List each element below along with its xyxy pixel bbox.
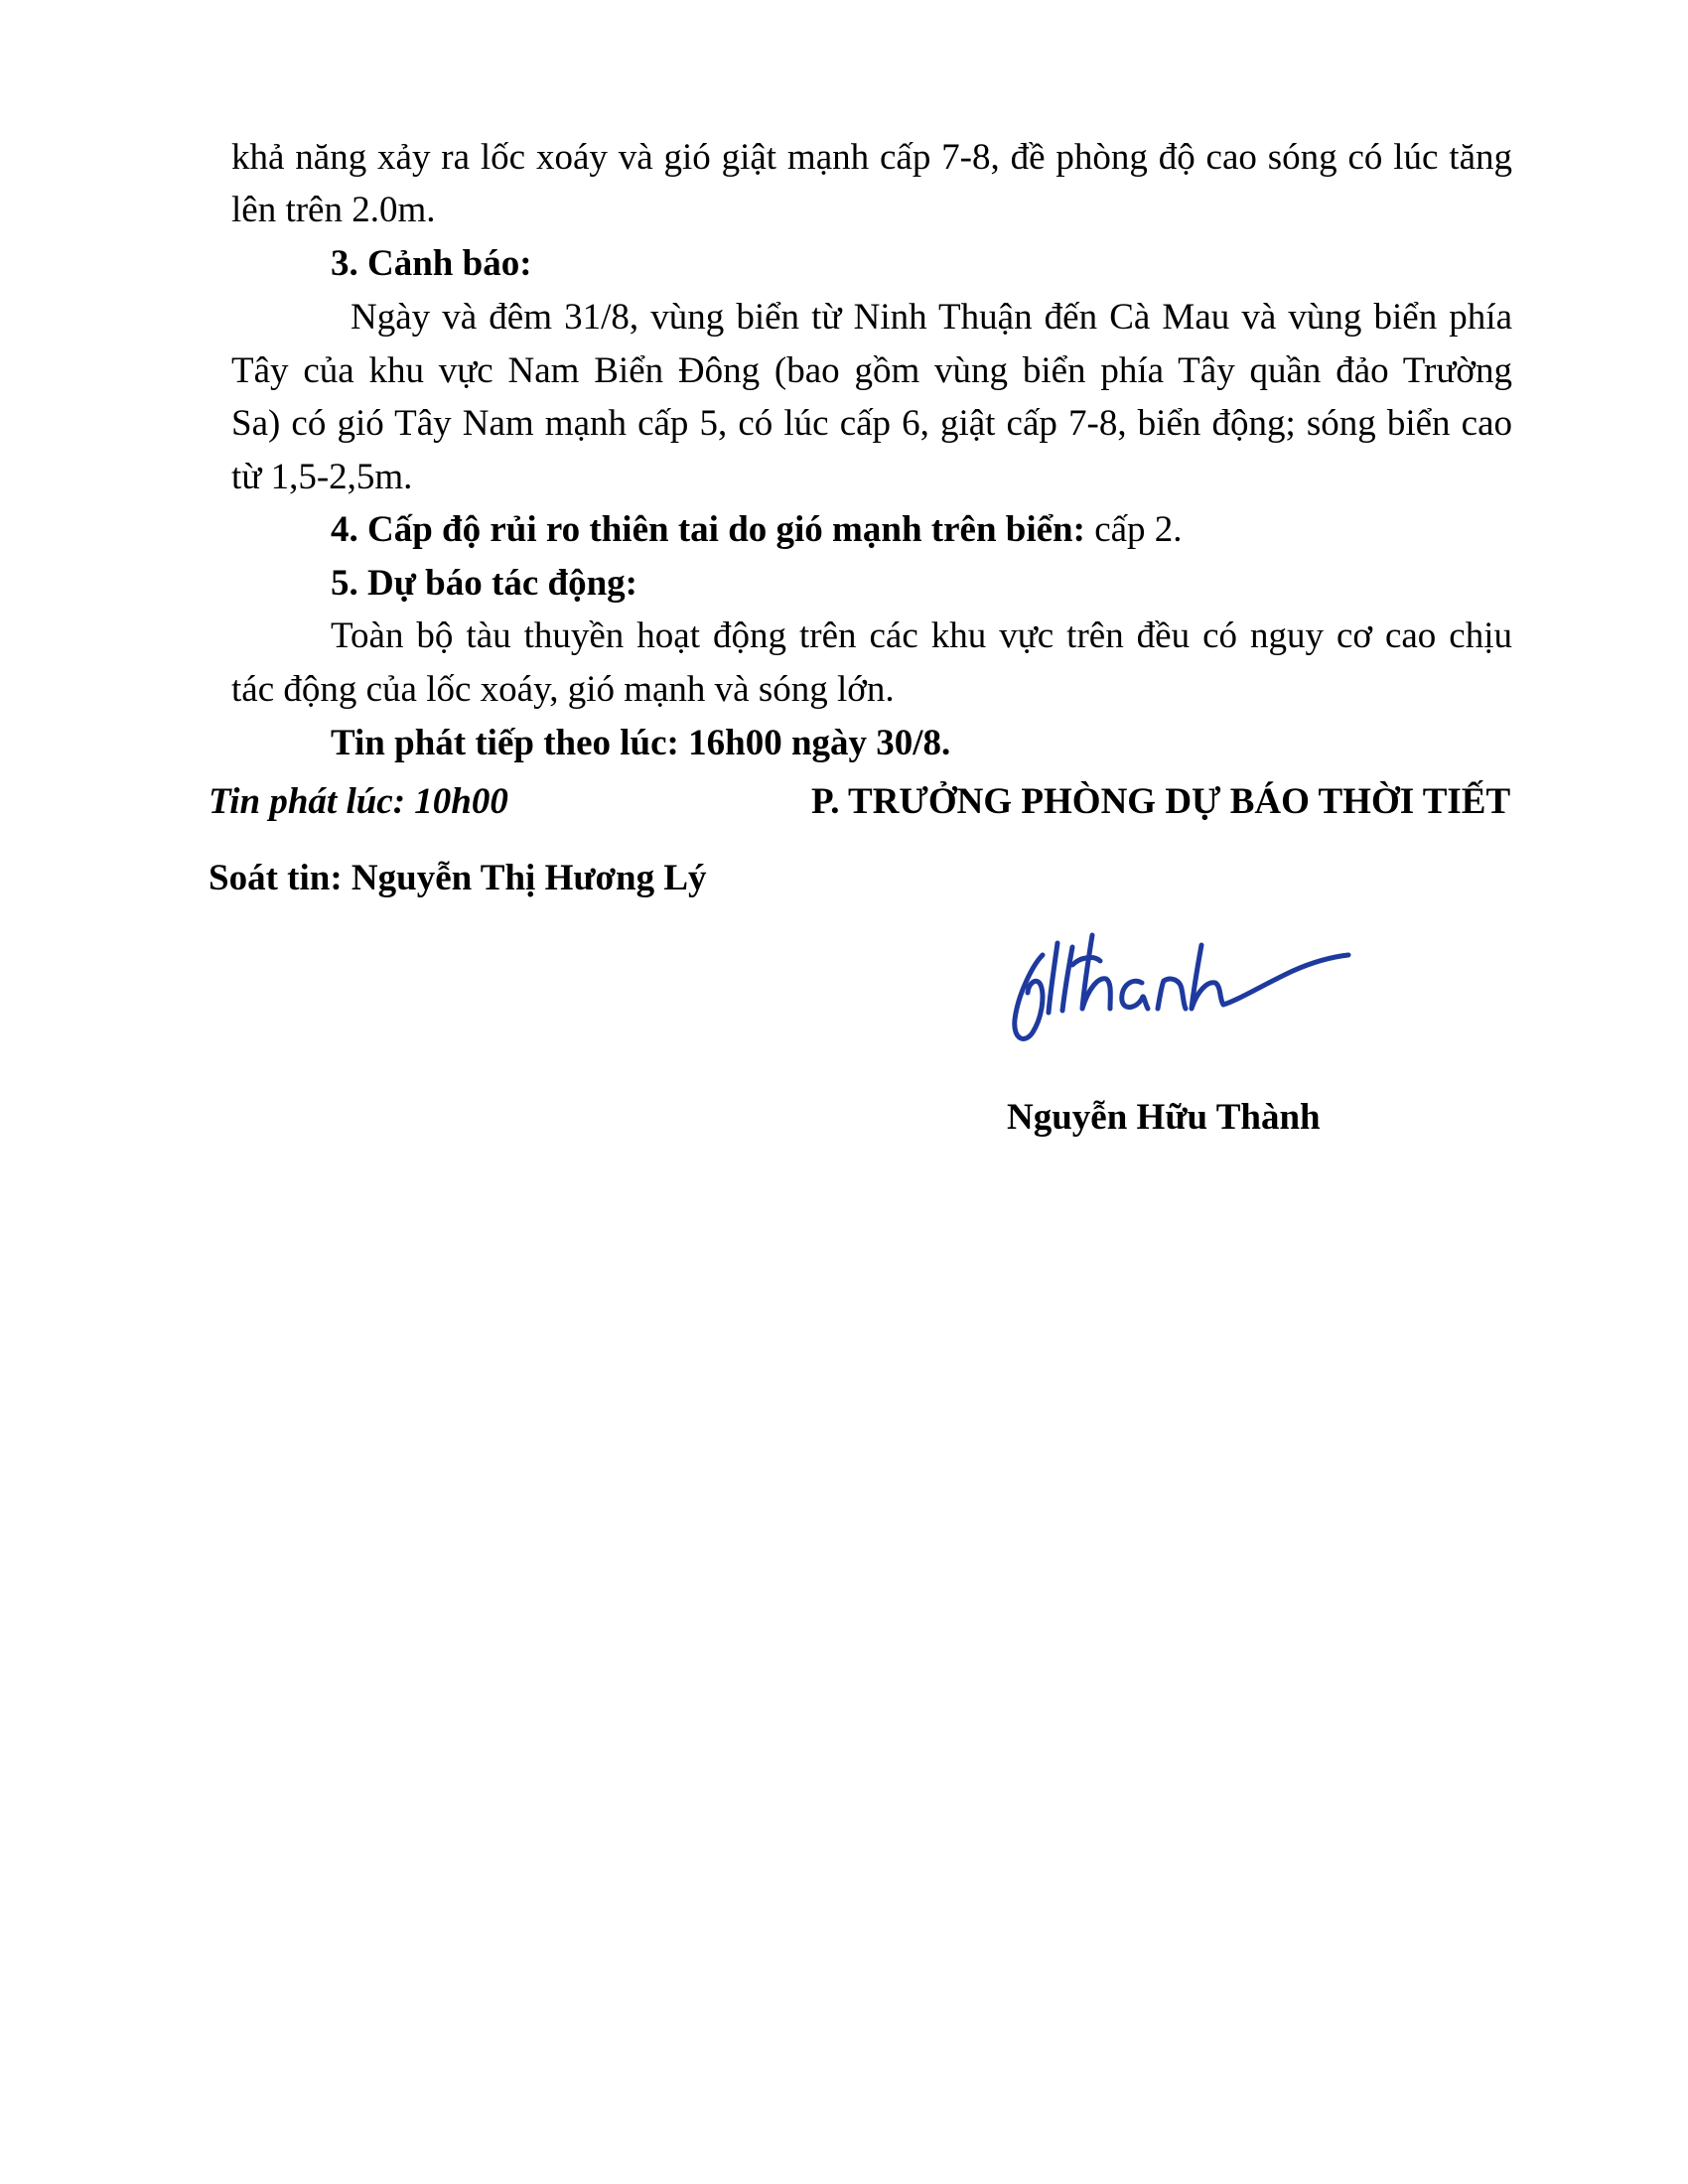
handwritten-signature (1003, 905, 1360, 1054)
next-bulletin-notice: Tin phát tiếp theo lúc: 16h00 ngày 30/8. (331, 723, 951, 763)
section3-line-2: Tây của khu vực Nam Biển Đông (bao gồm vùng biển phía Tây quần đảo Trường (231, 350, 1512, 391)
section3-line-1: Ngày và đêm 31/8, vùng biển từ Ninh Thuận đến Cà Mau và vùng biển phía (351, 297, 1512, 338)
section3-line-3: Sa) có gió Tây Nam mạnh cấp 5, có lúc cấp 6, giật cấp 7-8, biển động; sóng biển cao (231, 403, 1512, 444)
reviewer-line: Soát tin: Nguyễn Thị Hương Lý (209, 858, 707, 898)
section4-value: cấp 2. (1084, 509, 1183, 550)
section5-heading: 5. Dự báo tác động: (331, 563, 637, 604)
issued-time: Tin phát lúc: 10h00 (209, 781, 508, 822)
section2-line-1: khả năng xảy ra lốc xoáy và gió giật mạnh cấp 7-8, đề phòng độ cao sóng có lúc tăng (231, 137, 1512, 178)
section5-line-2: tác động của lốc xoáy, gió mạnh và sóng lớn. (231, 669, 895, 710)
signature-graphic (1003, 905, 1360, 1054)
signer-name: Nguyễn Hữu Thành (1007, 1097, 1321, 1138)
signer-title: P. TRƯỞNG PHÒNG DỰ BÁO THỜI TIẾT (811, 781, 1511, 822)
section4-heading: 4. Cấp độ rủi ro thiên tai do gió mạnh trên biển: (331, 509, 1085, 550)
section4-row (331, 511, 1183, 548)
section3-line-4: từ 1,5-2,5m. (231, 457, 413, 497)
section3-heading: 3. Cảnh báo: (331, 243, 532, 284)
section5-line-1: Toàn bộ tàu thuyền hoạt động trên các khu vực trên đều có nguy cơ cao chịu (331, 615, 1512, 656)
section2-line-2: lên trên 2.0m. (231, 190, 436, 230)
